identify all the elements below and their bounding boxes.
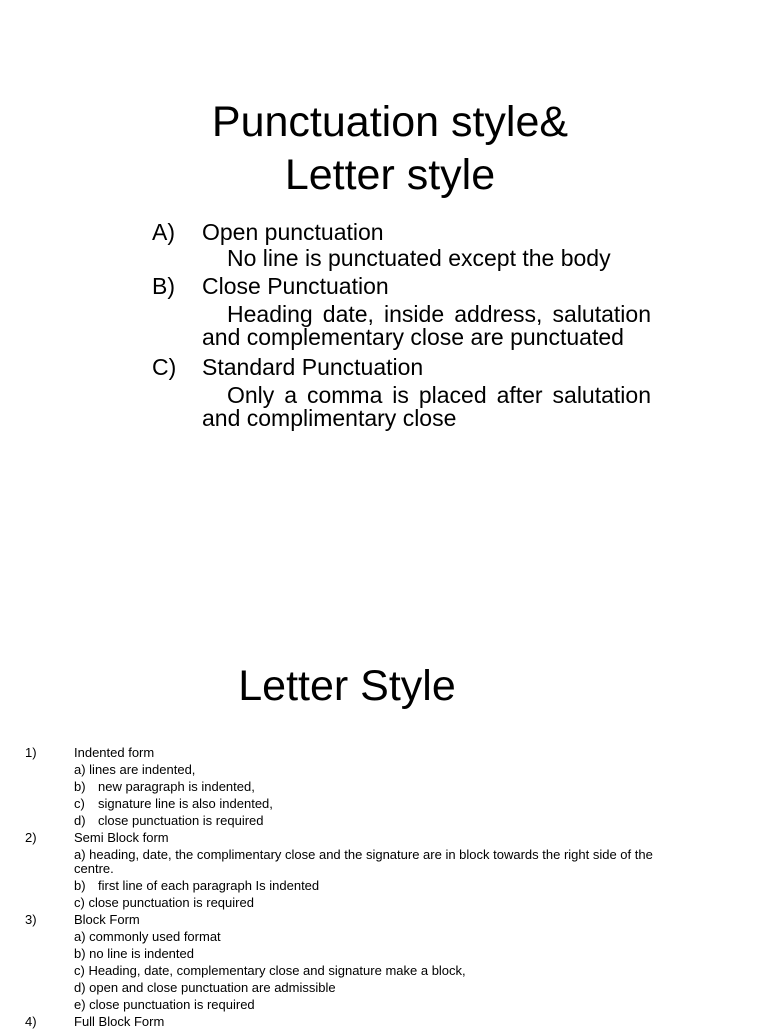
item-description: Heading date, inside address, salutation and complementary close are punctuated: [202, 301, 651, 350]
item-number: 1): [25, 745, 37, 760]
item-letter: C): [152, 354, 177, 380]
list-item: [152, 218, 652, 247]
sub-item: c) Heading, date, complementary close and signature make a block,: [74, 963, 466, 978]
sub-item: a) commonly used format: [74, 929, 221, 944]
sub-item: c) close punctuation is required: [74, 895, 254, 910]
item-letter: A): [152, 219, 175, 245]
item-heading: Full Block Form: [74, 1014, 165, 1029]
item-number: 3): [25, 912, 37, 927]
item-heading: Indented form: [74, 745, 155, 760]
sub-item-marker: b): [74, 779, 86, 794]
punctuation-list: [152, 218, 652, 434]
sub-item: b) no line is indented: [74, 946, 194, 961]
list-item: [152, 272, 652, 301]
list-item: [0, 829, 768, 911]
list-item: [0, 1013, 768, 1030]
list-item: [152, 353, 652, 382]
item-description: Only a comma is placed after salutation and complimentary close: [202, 382, 651, 431]
item-number: 4): [25, 1014, 37, 1029]
item-heading: Semi Block form: [74, 830, 169, 845]
sub-item-marker: b): [74, 878, 86, 893]
sub-item-marker: c): [74, 796, 85, 811]
slide2-title: Letter Style: [238, 662, 456, 710]
item-heading: Close Punctuation: [202, 273, 389, 299]
item-description: No line is punctuated except the body: [227, 245, 611, 271]
slide1-title: [150, 96, 630, 202]
sub-item-text: close punctuation is required: [98, 813, 264, 828]
item-number: 2): [25, 830, 37, 845]
letter-style-list: [0, 744, 768, 1030]
sub-item-text: first line of each paragraph Is indented: [98, 878, 320, 893]
item-heading: Open punctuation: [202, 219, 384, 245]
title-line-2: Letter style: [284, 151, 496, 199]
list-item: [0, 744, 768, 829]
item-heading: Standard Punctuation: [202, 354, 424, 380]
sub-item: [74, 778, 674, 795]
sub-item: a) heading, date, the complimentary close and the signature are in block towards the right side of the centre.: [74, 847, 653, 876]
sub-item-marker: d): [74, 813, 86, 828]
item-heading: Block Form: [74, 912, 140, 927]
sub-item-text: new paragraph is indented,: [98, 779, 255, 794]
sub-item: [74, 795, 674, 812]
title-line-1: Punctuation style&: [211, 98, 569, 146]
sub-item: d) open and close punctuation are admissible: [74, 980, 336, 995]
sub-item: a) lines are indented,: [74, 762, 196, 777]
sub-item: [74, 812, 674, 829]
sub-item: e) close punctuation is required: [74, 997, 255, 1012]
item-letter: B): [152, 273, 175, 299]
sub-item: [74, 877, 674, 894]
sub-item-text: signature line is also indented,: [98, 796, 273, 811]
list-item: [0, 911, 768, 1013]
